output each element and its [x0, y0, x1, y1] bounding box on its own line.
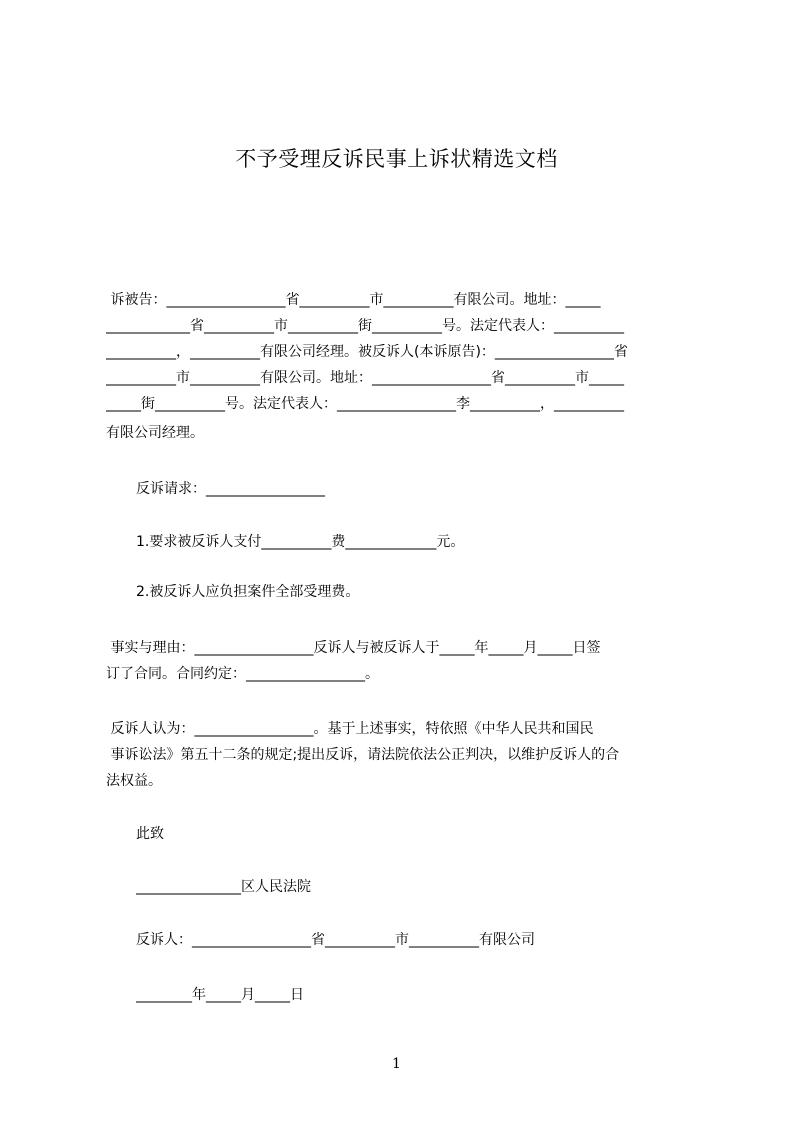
opinion-line-3: 法权益。 — [106, 773, 162, 789]
closing-salutation: 此致 — [136, 826, 164, 842]
defendant-line-5: _____街__________号。法定代表人：_________________李__________，__________ — [106, 396, 624, 412]
opinion-line-2: 事诉讼法》第五十二条的规定;提出反诉，请法院依法公正判决，以维护反诉人的合 — [106, 747, 620, 763]
defendant-line-6: 有限公司经理。 — [106, 425, 204, 441]
page-number: 1 — [392, 1056, 401, 1072]
signature-date: ________年_____月_____日 — [136, 987, 304, 1003]
facts-line-1: 事实与理由：_________________反诉人与被反诉人于_____年_____月_____日签 — [106, 640, 601, 656]
defendant-line-1: 诉被告：_________________省__________市__________有限公司。地址：_____ — [106, 292, 601, 308]
facts-line-2: 订了合同。合同约定：_________________。 — [106, 666, 379, 682]
counter-claimant: 反诉人：_________________省__________市__________有限公司 — [136, 932, 535, 948]
opinion-line-1: 反诉人认为：_________________。基于上述事实，特依照《中华人民共和国民 — [106, 721, 594, 737]
claim-item-1: 1.要求被反诉人支付__________费_____________元。 — [136, 534, 465, 550]
defendant-line-2: ____________省__________市__________街__________号。法定代表人：__________ — [106, 318, 624, 334]
document-title: 不予受理反诉民事上诉状精选文档 — [235, 147, 558, 171]
defendant-line-4: __________市__________有限公司。地址：_________________省__________市_____ — [106, 370, 624, 386]
counterclaim-heading: 反诉请求：_________________ — [136, 481, 325, 497]
claim-item-2: 2.被反诉人应负担案件全部受理费。 — [136, 584, 360, 600]
defendant-line-3: __________，__________有限公司经理。被反诉人(本诉原告)：_________________省 — [106, 344, 628, 360]
court-name: _______________区人民法院 — [136, 879, 311, 895]
